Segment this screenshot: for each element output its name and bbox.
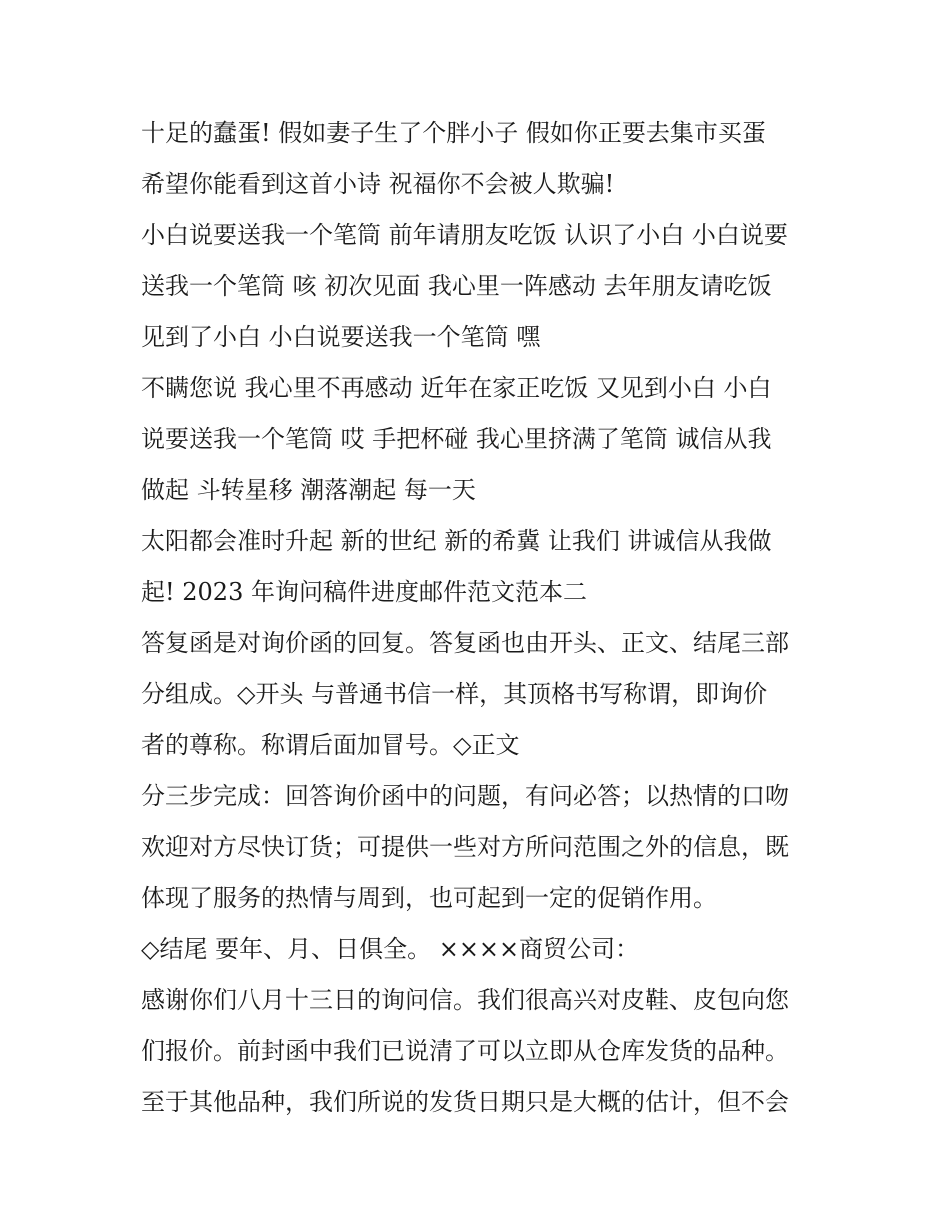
text-line: 分三步完成：回答询价函中的问题，有问必答；以热情的口吻 <box>141 782 789 810</box>
text-line: 答复函是对询价函的回复。答复函也由开头、正文、结尾三部 <box>141 629 789 657</box>
text-line: ◇结尾 要年、月、日俱全。 ××××商贸公司： <box>141 935 640 963</box>
text-line: 十足的蠢蛋! 假如妻子生了个胖小子 假如你正要去集市买蛋 <box>141 119 766 147</box>
text-line: 送我一个笔筒 咳 初次见面 我心里一阵感动 去年朋友请吃饭 <box>141 272 772 300</box>
text-line: 不瞒您说 我心里不再感动 近年在家正吃饭 又见到小白 小白 <box>141 374 772 402</box>
text-line: 欢迎对方尽快订货；可提供一些对方所问范围之外的信息，既 <box>141 833 789 861</box>
text-line: 者的尊称。称谓后面加冒号。◇正文 <box>141 731 520 759</box>
text-line: 起! 2023 年询问稿件进度邮件范文范本二 <box>141 578 587 606</box>
text-line: 希望你能看到这首小诗 祝福你不会被人欺骗! <box>141 170 615 198</box>
text-line: 太阳都会准时升起 新的世纪 新的希冀 让我们 讲诚信从我做 <box>141 527 772 555</box>
text-line: 们报价。前封函中我们已说清了可以立即从仓库发货的品种。 <box>141 1037 789 1065</box>
text-line: 体现了服务的热情与周到，也可起到一定的促销作用。 <box>141 884 717 912</box>
text-line: 说要送我一个笔筒 哎 手把杯碰 我心里挤满了笔筒 诚信从我 <box>141 425 772 453</box>
text-line: 至于其他品种，我们所说的发货日期只是大概的估计，但不会 <box>141 1088 789 1116</box>
text-line: 感谢你们八月十三日的询问信。我们很高兴对皮鞋、皮包向您 <box>141 986 789 1014</box>
document-body <box>141 108 821 1128</box>
text-line: 小白说要送我一个笔筒 前年请朋友吃饭 认识了小白 小白说要 <box>141 221 788 249</box>
text-line: 见到了小白 小白说要送我一个笔筒 嘿 <box>141 323 541 351</box>
text-line: 分组成。◇开头 与普通书信一样，其顶格书写称谓，即询价 <box>141 680 768 708</box>
text-line: 做起 斗转星移 潮落潮起 每一天 <box>141 476 476 504</box>
